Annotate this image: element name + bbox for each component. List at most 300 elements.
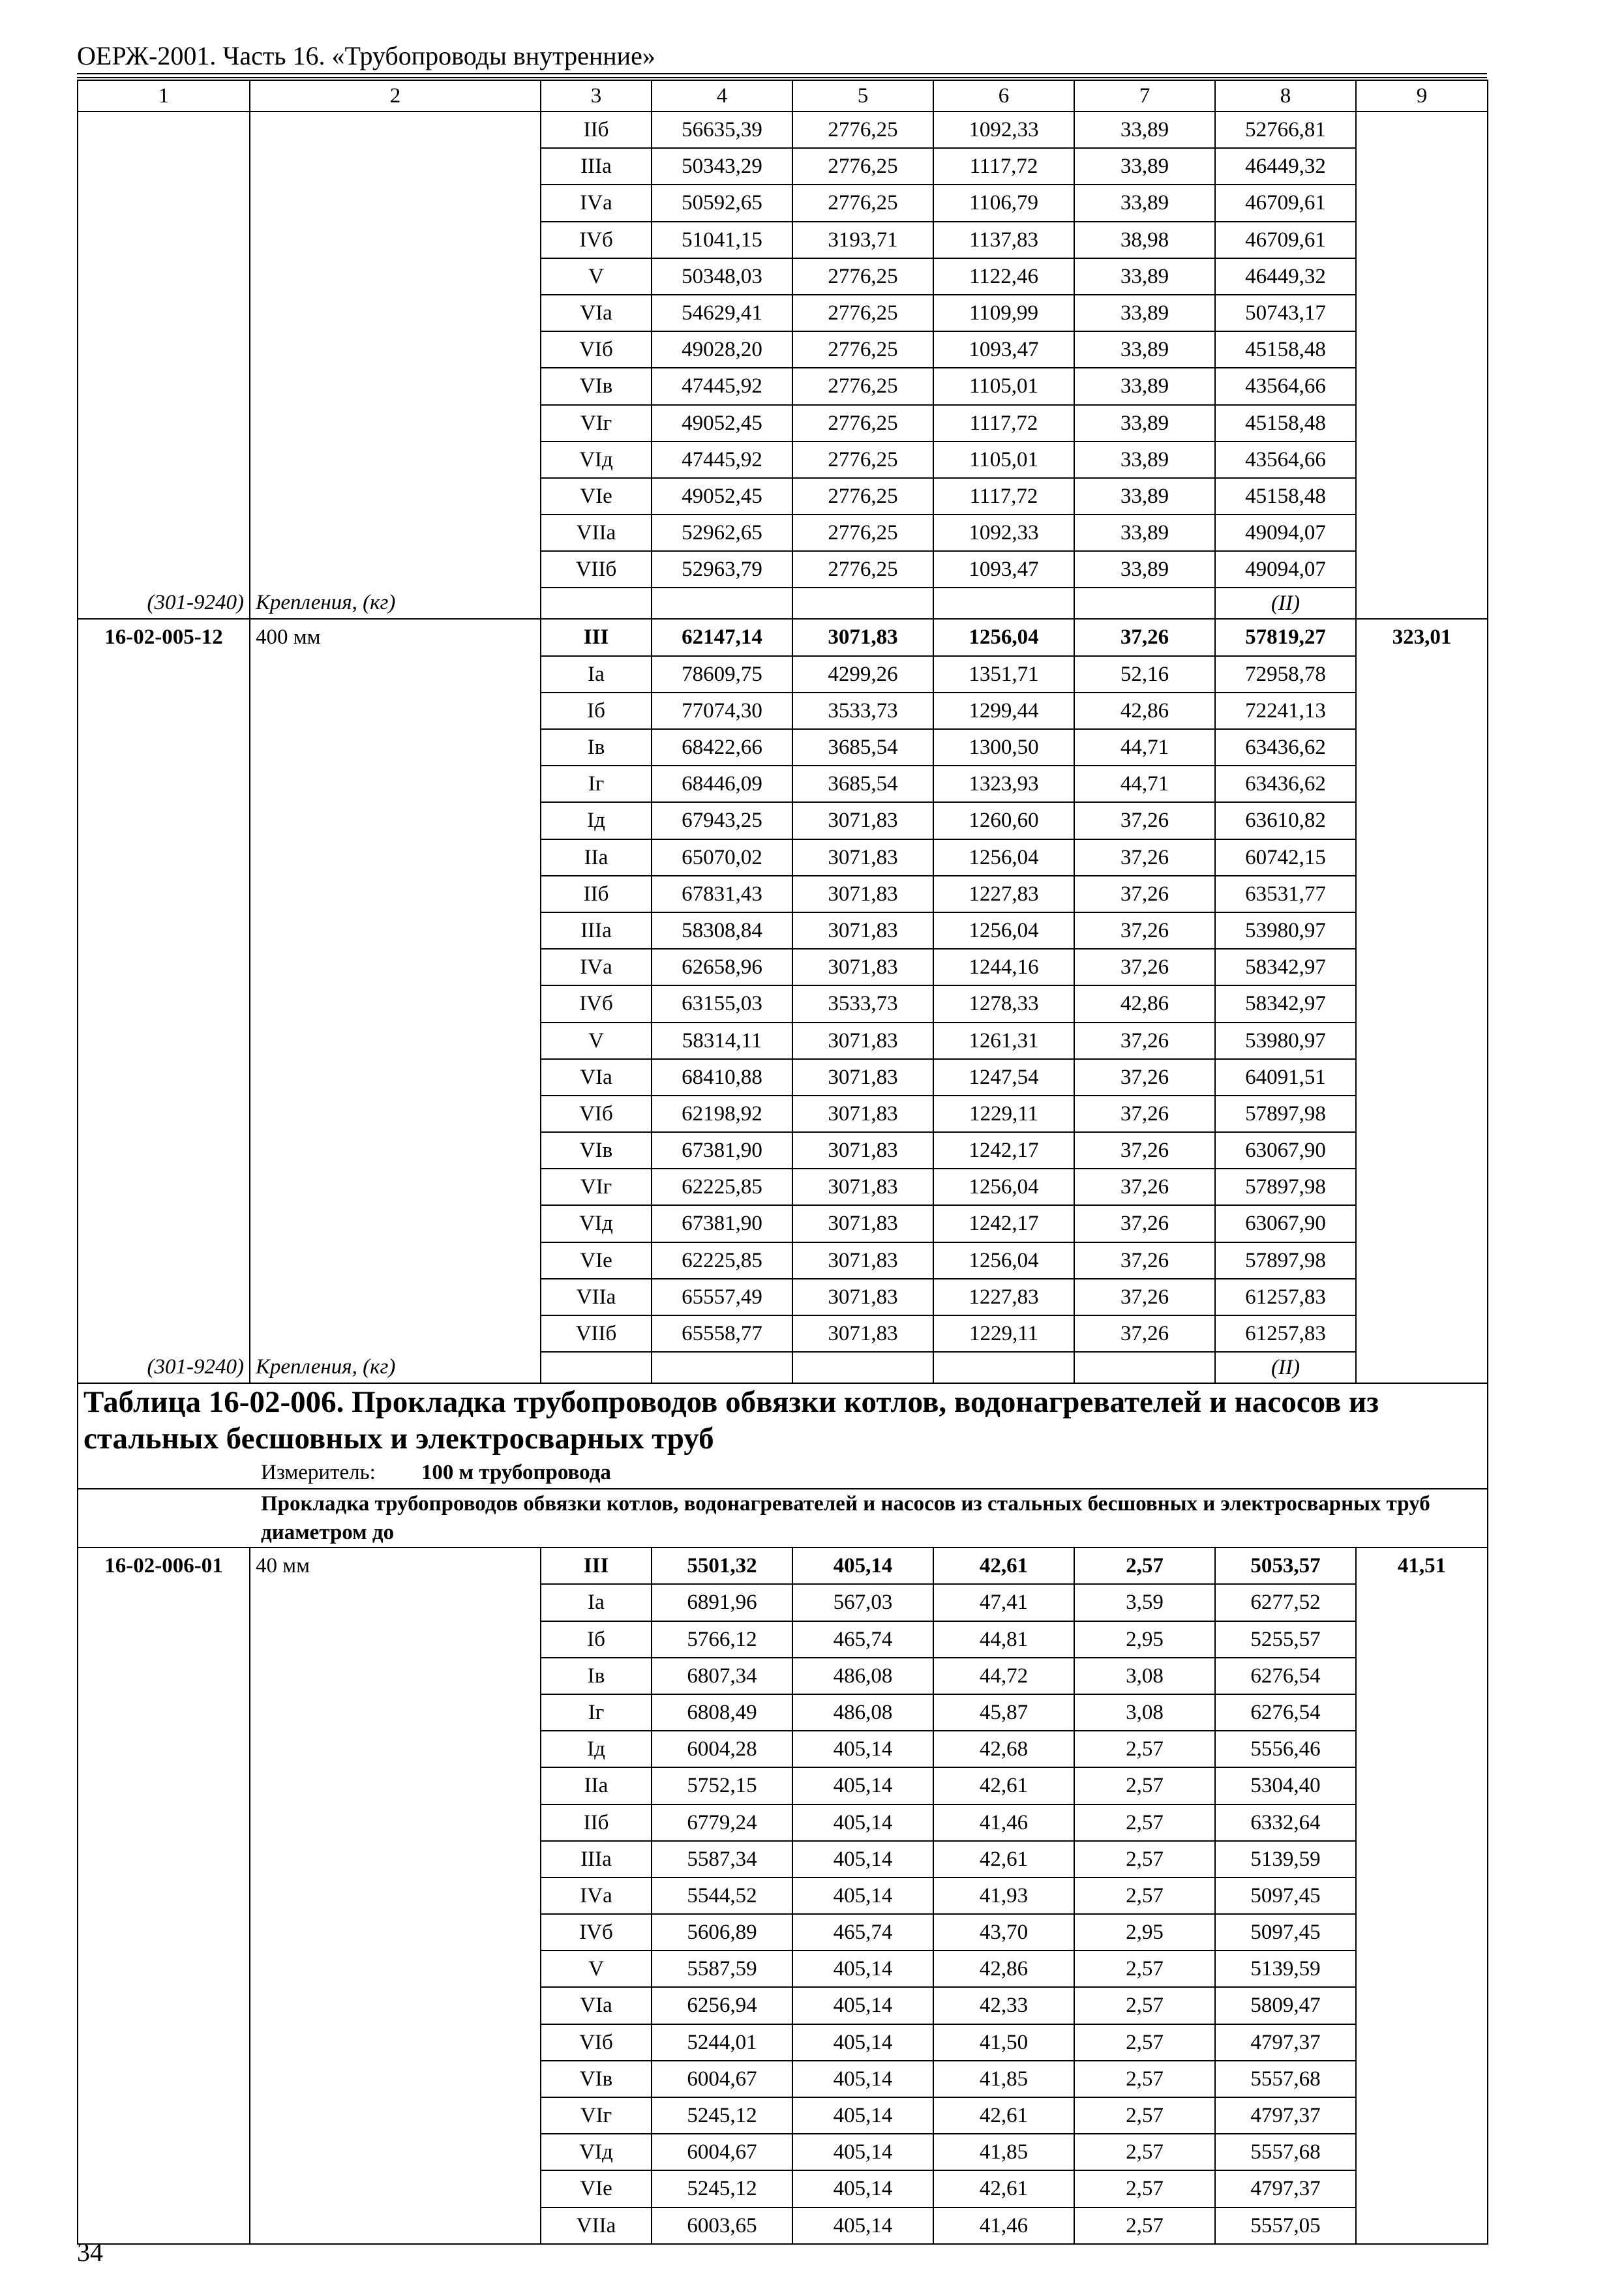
machine-cost: 1260,60: [933, 802, 1074, 839]
zone-label: VIа: [541, 1987, 652, 2024]
materials-cost: 50743,17: [1215, 295, 1356, 331]
machinist-wage: 37,26: [1074, 1169, 1215, 1205]
zone-label: Iа: [541, 1584, 652, 1621]
machinist-wage: 2,57: [1074, 1951, 1215, 1987]
labor-cost: 3071,83: [792, 1059, 933, 1096]
zone-label: IVа: [541, 185, 652, 221]
machine-cost: 1105,01: [933, 368, 1074, 404]
table-cell: [78, 2134, 250, 2170]
materials-cost: 45158,48: [1215, 478, 1356, 515]
zone-label: V: [541, 1951, 652, 1987]
table-cell: [1356, 693, 1488, 729]
zone-label: VIв: [541, 2061, 652, 2097]
total-cost: 62147,14: [652, 619, 792, 655]
table-subheading: Прокладка трубопроводов обвязки котлов, водонагревателей и насосов из стальных бесшовных и электросварных труб диаметром до: [261, 1492, 1430, 1545]
machine-cost: 42,86: [933, 1951, 1074, 1987]
table-cell: [78, 405, 250, 441]
total-cost: 5766,12: [652, 1621, 792, 1658]
table-cell: [250, 258, 541, 295]
total-cost: 67381,90: [652, 1132, 792, 1169]
machinist-wage: 33,89: [1074, 478, 1215, 515]
note-value: (II): [1215, 1352, 1356, 1383]
table-cell: [250, 478, 541, 515]
column-header-row: [78, 80, 1488, 112]
zone-label: VIв: [541, 368, 652, 404]
table-cell: [1356, 1841, 1488, 1878]
machinist-wage: 3,08: [1074, 1658, 1215, 1694]
total-cost: 52962,65: [652, 515, 792, 551]
zone-label: VIб: [541, 1096, 652, 1132]
total-cost: 5245,12: [652, 2097, 792, 2134]
total-cost: 78609,75: [652, 656, 792, 693]
table-cell: [78, 2024, 250, 2061]
table-cell: [250, 729, 541, 766]
machinist-wage: 33,89: [1074, 515, 1215, 551]
machinist-wage: 2,57: [1074, 2170, 1215, 2207]
machinist-wage: 2,57: [1074, 1731, 1215, 1767]
table-subheading-row: [78, 1489, 1488, 1548]
machinist-wage: 37,26: [1074, 1279, 1215, 1315]
total-cost: 6779,24: [652, 1804, 792, 1841]
zone-label: VIг: [541, 405, 652, 441]
table-cell: [250, 1914, 541, 1951]
table-cell: [78, 368, 250, 404]
table-row: [78, 1279, 1488, 1315]
machine-cost: 42,61: [933, 1841, 1074, 1878]
materials-cost: 49094,07: [1215, 551, 1356, 588]
machinist-wage: 42,86: [1074, 693, 1215, 729]
machinist-wage: 33,89: [1074, 551, 1215, 588]
table-cell: [250, 1987, 541, 2024]
table-cell: [250, 1694, 541, 1731]
labor-cost: 2776,25: [792, 112, 933, 148]
total-cost: 68446,09: [652, 766, 792, 802]
table-cell: [1356, 1987, 1488, 2024]
machinist-wage: 3,59: [1074, 1584, 1215, 1621]
note-label: Крепления, (кг): [250, 1352, 541, 1383]
materials-cost: 63531,77: [1215, 876, 1356, 912]
table-row: [78, 619, 1488, 655]
machinist-wage: 2,57: [1074, 2097, 1215, 2134]
table-cell: [78, 1279, 250, 1315]
materials-cost: 58342,97: [1215, 985, 1356, 1022]
table-cell: [78, 222, 250, 258]
table-cell: [250, 441, 541, 478]
materials-cost: 61257,83: [1215, 1315, 1356, 1352]
table-cell: [250, 1132, 541, 1169]
labor-cost: 405,14: [792, 1804, 933, 1841]
materials-cost: 5304,40: [1215, 1767, 1356, 1804]
table-cell: [250, 1023, 541, 1059]
zone-label: VIд: [541, 1205, 652, 1242]
column-header: 4: [652, 80, 792, 112]
labor-cost: 3071,83: [792, 1205, 933, 1242]
table-row: [78, 441, 1488, 478]
labor-cost: 405,14: [792, 1767, 933, 1804]
table-cell: [1356, 1914, 1488, 1951]
table-row: [78, 515, 1488, 551]
table-cell: [541, 1352, 652, 1383]
zone-label: VIд: [541, 2134, 652, 2170]
table-cell: [250, 1242, 541, 1279]
table-row: [78, 1914, 1488, 1951]
table-cell: [78, 1878, 250, 1914]
note-label: Крепления, (кг): [250, 588, 541, 619]
machinist-wage: 44,71: [1074, 729, 1215, 766]
zone-label: Iв: [541, 1658, 652, 1694]
materials-cost: 63067,90: [1215, 1132, 1356, 1169]
table-row: [78, 1584, 1488, 1621]
machinist-wage: 33,89: [1074, 148, 1215, 185]
table-row: [78, 112, 1488, 148]
table-cell: [78, 551, 250, 588]
table-cell: [78, 693, 250, 729]
table-cell: [78, 1169, 250, 1205]
table-cell: [250, 693, 541, 729]
table-row: [78, 2024, 1488, 2061]
machinist-wage: 2,95: [1074, 1621, 1215, 1658]
materials-cost: 57819,27: [1215, 619, 1356, 655]
labor-cost: 3193,71: [792, 222, 933, 258]
table-subheading-row-cell: [78, 1489, 1488, 1548]
machinist-wage: 37,26: [1074, 912, 1215, 949]
table-cell: [250, 1621, 541, 1658]
materials-cost: 60742,15: [1215, 839, 1356, 876]
labor-cost: 2776,25: [792, 515, 933, 551]
materials-cost: 46709,61: [1215, 185, 1356, 221]
total-cost: 5587,59: [652, 1951, 792, 1987]
table-cell: [78, 441, 250, 478]
total-cost: 50592,65: [652, 185, 792, 221]
zone-label: VIIа: [541, 515, 652, 551]
materials-cost: 46449,32: [1215, 148, 1356, 185]
labor-cost: 3685,54: [792, 729, 933, 766]
total-cost: 52963,79: [652, 551, 792, 588]
machine-cost: 1227,83: [933, 876, 1074, 912]
table-row: [78, 1694, 1488, 1731]
machinist-wage: 33,89: [1074, 258, 1215, 295]
table-cell: [1356, 2097, 1488, 2134]
column-header: 7: [1074, 80, 1215, 112]
total-cost: 6003,65: [652, 2207, 792, 2244]
total-cost: 62658,96: [652, 949, 792, 985]
machine-cost: 1117,72: [933, 478, 1074, 515]
header-rule: [77, 73, 1487, 74]
table-cell: [250, 1315, 541, 1352]
machine-cost: 1256,04: [933, 1169, 1074, 1205]
machine-cost: 1256,04: [933, 619, 1074, 655]
table-cell: [250, 985, 541, 1022]
machine-cost: 1247,54: [933, 1059, 1074, 1096]
table-row: [78, 1242, 1488, 1279]
table-cell: [1356, 295, 1488, 331]
materials-cost: 6277,52: [1215, 1584, 1356, 1621]
table-cell: [250, 1096, 541, 1132]
machinist-wage: 2,57: [1074, 1804, 1215, 1841]
column-header: 6: [933, 80, 1074, 112]
materials-cost: 5557,68: [1215, 2134, 1356, 2170]
machine-cost: 41,85: [933, 2134, 1074, 2170]
labor-hours: 41,51: [1356, 1548, 1488, 1584]
measure-label: Измеритель:: [261, 1461, 376, 1485]
zone-label: VIа: [541, 295, 652, 331]
table-cell: [1356, 148, 1488, 185]
machine-cost: 1122,46: [933, 258, 1074, 295]
total-cost: 62225,85: [652, 1242, 792, 1279]
machinist-wage: 3,08: [1074, 1694, 1215, 1731]
table-cell: [250, 1059, 541, 1096]
table-title-row: [78, 1383, 1488, 1489]
table-cell: [250, 1279, 541, 1315]
zone-label: V: [541, 1023, 652, 1059]
table-cell: [1356, 368, 1488, 404]
table-cell: [1356, 912, 1488, 949]
total-cost: 50348,03: [652, 258, 792, 295]
table-cell: [78, 1694, 250, 1731]
table-cell: [78, 1584, 250, 1621]
table-row: [78, 331, 1488, 368]
table-cell: [1356, 1242, 1488, 1279]
machine-cost: 1242,17: [933, 1205, 1074, 1242]
materials-cost: 72958,78: [1215, 656, 1356, 693]
materials-cost: 6276,54: [1215, 1694, 1356, 1731]
machine-cost: 1092,33: [933, 515, 1074, 551]
table-cell: [1356, 515, 1488, 551]
machine-cost: 41,46: [933, 1804, 1074, 1841]
table-cell: [78, 1023, 250, 1059]
table-cell: [78, 2170, 250, 2207]
table-cell: [792, 588, 933, 619]
machine-cost: 1351,71: [933, 656, 1074, 693]
machinist-wage: 33,89: [1074, 441, 1215, 478]
table-cell: [250, 295, 541, 331]
table-row: [78, 985, 1488, 1022]
header-rule-secondary: [77, 77, 1487, 78]
table-cell: [78, 876, 250, 912]
materials-cost: 63436,62: [1215, 766, 1356, 802]
table-cell: [1356, 1132, 1488, 1169]
table-cell: [78, 1731, 250, 1767]
table-cell: [1356, 2170, 1488, 2207]
materials-cost: 5139,59: [1215, 1841, 1356, 1878]
table-cell: [250, 2024, 541, 2061]
table-row: [78, 2061, 1488, 2097]
zone-label: IIб: [541, 1804, 652, 1841]
zone-label: VIе: [541, 2170, 652, 2207]
total-cost: 65557,49: [652, 1279, 792, 1315]
materials-cost: 61257,83: [1215, 1279, 1356, 1315]
machine-cost: 42,61: [933, 2170, 1074, 2207]
zone-label: Iб: [541, 693, 652, 729]
materials-cost: 5097,45: [1215, 1878, 1356, 1914]
materials-cost: 6332,64: [1215, 1804, 1356, 1841]
zone-label: IIа: [541, 839, 652, 876]
rate-name: 400 мм: [250, 619, 541, 655]
table-row: [78, 766, 1488, 802]
total-cost: 6004,28: [652, 1731, 792, 1767]
labor-cost: 3685,54: [792, 766, 933, 802]
table-row: [78, 1767, 1488, 1804]
table-row: [78, 876, 1488, 912]
total-cost: 62198,92: [652, 1096, 792, 1132]
labor-cost: 405,14: [792, 1731, 933, 1767]
column-header: 3: [541, 80, 652, 112]
table-cell: [250, 222, 541, 258]
zone-label: VIIа: [541, 2207, 652, 2244]
table-row: [78, 693, 1488, 729]
machine-cost: 1137,83: [933, 222, 1074, 258]
total-cost: 6004,67: [652, 2061, 792, 2097]
labor-cost: 405,14: [792, 1548, 933, 1584]
table-cell: [250, 876, 541, 912]
labor-cost: 3071,83: [792, 912, 933, 949]
table-cell: [250, 912, 541, 949]
table-cell: [78, 1804, 250, 1841]
table-cell: [250, 1878, 541, 1914]
table-title: Таблица 16-02-006. Прокладка трубопроводов обвязки котлов, водонагревателей и насосов из стальных бесшовных и электросварных труб: [83, 1385, 1379, 1456]
materials-cost: 43564,66: [1215, 368, 1356, 404]
machine-cost: 42,33: [933, 1987, 1074, 2024]
zone-label: III: [541, 619, 652, 655]
table-row: [78, 1658, 1488, 1694]
table-cell: [250, 1169, 541, 1205]
table-cell: [78, 1914, 250, 1951]
column-header: 2: [250, 80, 541, 112]
materials-cost: 4797,37: [1215, 2024, 1356, 2061]
table-cell: [250, 368, 541, 404]
table-cell: [250, 2061, 541, 2097]
materials-cost: 4797,37: [1215, 2170, 1356, 2207]
labor-cost: 465,74: [792, 1914, 933, 1951]
table-row: [78, 949, 1488, 985]
machine-cost: 42,68: [933, 1731, 1074, 1767]
machine-cost: 1106,79: [933, 185, 1074, 221]
table-row: [78, 185, 1488, 221]
total-cost: 6004,67: [652, 2134, 792, 2170]
machine-cost: 1229,11: [933, 1315, 1074, 1352]
fastening-note-row: [78, 1352, 1488, 1383]
materials-cost: 64091,51: [1215, 1059, 1356, 1096]
labor-cost: 405,14: [792, 1878, 933, 1914]
table-cell: [250, 766, 541, 802]
total-cost: 65070,02: [652, 839, 792, 876]
table-cell: [1356, 1731, 1488, 1767]
table-row: [78, 295, 1488, 331]
column-header: 5: [792, 80, 933, 112]
zone-label: IIIа: [541, 148, 652, 185]
table-cell: [250, 1767, 541, 1804]
table-cell: [1356, 551, 1488, 588]
note-value: (II): [1215, 588, 1356, 619]
machine-cost: 1256,04: [933, 839, 1074, 876]
zone-label: VIIб: [541, 551, 652, 588]
table-row: [78, 1548, 1488, 1584]
table-cell: [250, 1731, 541, 1767]
table-cell: [78, 985, 250, 1022]
table-cell: [78, 912, 250, 949]
table-cell: [78, 112, 250, 148]
zone-label: VIв: [541, 1132, 652, 1169]
materials-cost: 5557,05: [1215, 2207, 1356, 2244]
zone-label: IVб: [541, 1914, 652, 1951]
materials-cost: 6276,54: [1215, 1658, 1356, 1694]
materials-cost: 72241,13: [1215, 693, 1356, 729]
labor-cost: 2776,25: [792, 185, 933, 221]
table-cell: [78, 949, 250, 985]
labor-cost: 3071,83: [792, 1279, 933, 1315]
table-cell: [250, 2134, 541, 2170]
table-cell: [78, 148, 250, 185]
note-code: (301-9240): [78, 588, 250, 619]
labor-cost: 3071,83: [792, 876, 933, 912]
total-cost: 5606,89: [652, 1914, 792, 1951]
total-cost: 49052,45: [652, 405, 792, 441]
total-cost: 50343,29: [652, 148, 792, 185]
machinist-wage: 33,89: [1074, 331, 1215, 368]
labor-cost: 486,08: [792, 1658, 933, 1694]
total-cost: 6256,94: [652, 1987, 792, 2024]
table-cell: [1356, 949, 1488, 985]
table-cell: [1356, 1878, 1488, 1914]
table-cell: [78, 1096, 250, 1132]
table-cell: [1356, 331, 1488, 368]
labor-cost: 3533,73: [792, 693, 933, 729]
total-cost: 49028,20: [652, 331, 792, 368]
machine-cost: 1117,72: [933, 148, 1074, 185]
table-cell: [250, 185, 541, 221]
machine-cost: 1278,33: [933, 985, 1074, 1022]
materials-cost: 52766,81: [1215, 112, 1356, 148]
labor-cost: 486,08: [792, 1694, 933, 1731]
table-row: [78, 729, 1488, 766]
table-cell: [1356, 1279, 1488, 1315]
total-cost: 65558,77: [652, 1315, 792, 1352]
table-row: [78, 839, 1488, 876]
table-cell: [78, 1132, 250, 1169]
labor-cost: 4299,26: [792, 656, 933, 693]
table-cell: [792, 1352, 933, 1383]
zone-label: V: [541, 258, 652, 295]
zone-label: IVа: [541, 1878, 652, 1914]
table-cell: [1356, 802, 1488, 839]
labor-cost: 405,14: [792, 2061, 933, 2097]
table-cell: [1074, 1352, 1215, 1383]
labor-cost: 405,14: [792, 2170, 933, 2207]
table-cell: [78, 839, 250, 876]
table-cell: [250, 949, 541, 985]
machine-cost: 1093,47: [933, 551, 1074, 588]
total-cost: 5587,34: [652, 1841, 792, 1878]
table-row: [78, 1169, 1488, 1205]
total-cost: 77074,30: [652, 693, 792, 729]
table-cell: [1356, 1621, 1488, 1658]
materials-cost: 4797,37: [1215, 2097, 1356, 2134]
table-row: [78, 405, 1488, 441]
table-cell: [250, 1804, 541, 1841]
table-cell: [78, 1951, 250, 1987]
labor-cost: 567,03: [792, 1584, 933, 1621]
materials-cost: 45158,48: [1215, 405, 1356, 441]
machine-cost: 1299,44: [933, 693, 1074, 729]
table-row: [78, 1878, 1488, 1914]
table-cell: [78, 2207, 250, 2244]
table-cell: [250, 802, 541, 839]
table-cell: [78, 258, 250, 295]
page-header: ОЕРЖ-2001. Часть 16. «Трубопроводы внутренние»: [77, 41, 655, 70]
table-row: [78, 1621, 1488, 1658]
machine-cost: 42,61: [933, 2097, 1074, 2134]
materials-cost: 46449,32: [1215, 258, 1356, 295]
